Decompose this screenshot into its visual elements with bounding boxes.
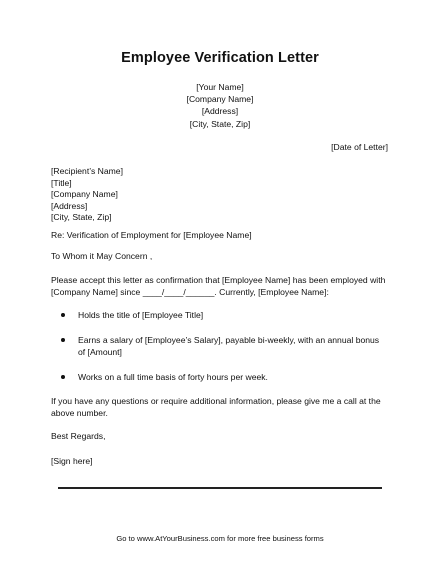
bullet-icon bbox=[61, 338, 65, 342]
recipient-city-state-zip: [City, State, Zip] bbox=[51, 212, 112, 223]
signature-placeholder: [Sign here] bbox=[51, 456, 93, 466]
recipient-name: [Recipient’s Name] bbox=[51, 166, 123, 176]
list-item bbox=[60, 309, 203, 321]
footer-text: Go to www.AtYourBusiness.com for more free business forms bbox=[116, 534, 324, 543]
regards-line: Best Regards, bbox=[51, 431, 106, 441]
intro-paragraph: Please accept this letter as confirmation that [Employee Name] has been employed with [Company Name] since ____/____/______. Currently, [Employee Name]: bbox=[51, 275, 386, 298]
sender-block bbox=[0, 81, 440, 130]
letter-date: [Date of Letter] bbox=[331, 142, 388, 152]
recipient-block bbox=[51, 166, 123, 224]
bullet-icon bbox=[61, 375, 65, 379]
footer-divider bbox=[58, 487, 382, 489]
sender-address: [Address] bbox=[201, 106, 239, 117]
bullet-text: Works on a full time basis of forty hours per week. bbox=[78, 372, 268, 382]
recipient-address: [Address] bbox=[51, 200, 88, 211]
document-title: Employee Verification Letter bbox=[121, 50, 319, 66]
recipient-title: [Title] bbox=[51, 177, 72, 188]
bullet-text: Holds the title of [Employee Title] bbox=[78, 310, 204, 320]
list-item bbox=[60, 334, 380, 359]
re-line: Re: Verification of Employment for [Employee Name] bbox=[51, 230, 252, 240]
greeting: To Whom it May Concern , bbox=[51, 251, 153, 261]
bullet-icon bbox=[61, 313, 65, 317]
bullet-text: Earns a salary of [Employee’s Salary], payable bi-weekly, with an annual bonus of [Amount] bbox=[78, 335, 380, 358]
sender-name: [Your Name] bbox=[196, 82, 244, 92]
recipient-company: [Company Name] bbox=[51, 189, 118, 200]
sender-city-state-zip: [City, State, Zip] bbox=[189, 118, 251, 129]
sender-company: [Company Name] bbox=[186, 94, 254, 105]
closing-paragraph: If you have any questions or require additional information, please give me a call at the above number. bbox=[51, 396, 381, 419]
list-item bbox=[60, 371, 268, 383]
